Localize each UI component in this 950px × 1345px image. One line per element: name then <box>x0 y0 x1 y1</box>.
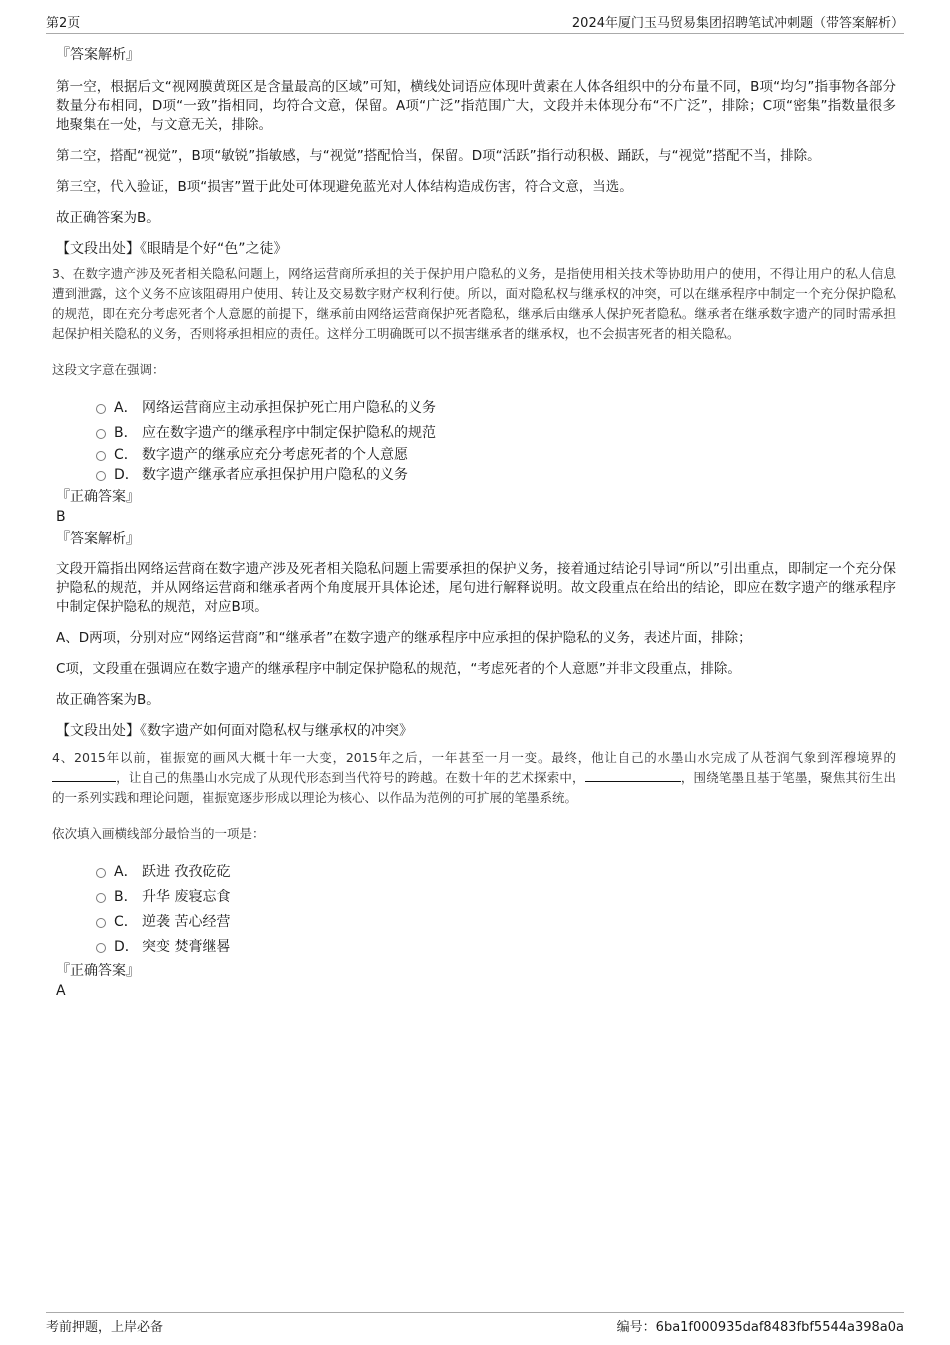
radio-button-icon[interactable] <box>96 918 106 928</box>
q3-analysis-title: 『答案解析』 <box>56 531 140 547</box>
footer-slogan: 考前押题，上岸必备 <box>46 1320 164 1335</box>
radio-button-icon[interactable] <box>96 429 106 439</box>
q3-option-a[interactable]: A． 网络运营商应主动承担保护死亡用户隐私的义务 <box>96 394 896 419</box>
page-footer <box>46 1312 904 1335</box>
q4-options <box>96 858 896 958</box>
q3-answer: B <box>56 509 66 525</box>
q3-option-c[interactable]: C． 数字遗产的继承应充分考虑死者的个人意愿 <box>96 444 896 464</box>
document-code: 编号：6ba1f000935daf8483fbf5544a398a0a <box>616 1320 904 1335</box>
q3-analysis-p2: A、D两项，分别对应“网络运营商”和“继承者”在数字遗产的继承程序中应承担的保护隐私的义务，表述片面，排除； <box>56 630 752 646</box>
q3-answer-title: 『正确答案』 <box>56 489 140 505</box>
page-number: 第2页 <box>46 16 81 31</box>
radio-button-icon[interactable] <box>96 404 106 414</box>
page-content <box>52 44 896 1000</box>
radio-button-icon[interactable] <box>96 471 106 481</box>
q4-option-a[interactable]: A． 跃进 孜孜矻矻 <box>96 858 896 883</box>
q2-analysis-p3: 第三空，代入验证，B项“损害”置于此处可体现避免蓝光对人体结构造成伤害，符合文意，当选。 <box>56 179 633 195</box>
q2-analysis-p2: 第二空，搭配“视觉”，B项“敏锐”指敏感，与“视觉”搭配恰当，保留。D项“活跃”指行动积极、踊跃，与“视觉”搭配不当，排除。 <box>56 148 821 164</box>
q3-analysis-p3: C项，文段重在强调应在数字遗产的继承程序中制定保护隐私的规范，“考虑死者的个人意愿”并非文段重点，排除。 <box>56 661 741 677</box>
q4-option-d[interactable]: D． 突变 焚膏继晷 <box>96 933 896 958</box>
q3-option-b[interactable]: B． 应在数字遗产的继承程序中制定保护隐私的规范 <box>96 419 896 444</box>
q3-prompt: 这段文字意在强调： <box>52 362 165 377</box>
q2-analysis-p4: 故正确答案为B。 <box>56 210 160 226</box>
radio-button-icon[interactable] <box>96 451 106 461</box>
q3-stem: 3、在数字遗产涉及死者相关隐私问题上，网络运营商所承担的关于保护用户隐私的义务，是指使用相关技术等协助用户的使用，不得让用户的私人信息遭到泄露，这个义务不应该阻碍用户使用、转让及交易数字财产权利行使。所以，面对隐私权与继承权的冲突，可以在继承程序中制定一个充分保护隐私的规范，即在充分考虑死者个人意愿的前提下，继承前由网络运营商保护死者隐私，继承后由继承人保护死者隐私。继承者在继承数字遗产的同时需承担起保护相关隐私的义务，否则将承担相应的责任。这样分工明确既可以不损害继承者的继承权，也不会损害死者的相关隐私。 <box>52 266 896 341</box>
radio-button-icon[interactable] <box>96 893 106 903</box>
q3-options <box>96 394 896 484</box>
q4-stem: 4、2015年以前，崔振宽的画风大概十年一大变，2015年之后，一年甚至一月一变。最终，他让自己的水墨山水完成了从苍润气象到浑穆境界的，让自己的焦墨山水完成了从现代形态到当代符号的跨越。在数十年的艺术探索中， ，围绕笔墨且基于笔墨，聚焦其衍生出的一系列实践和理论问题，崔振宽逐步形成以理论为核心、以作品为范例的可扩展的笔墨系统。 <box>52 750 896 805</box>
q4-option-c[interactable]: C． 逆袭 苦心经营 <box>96 908 896 933</box>
q4-answer-title: 『正确答案』 <box>56 963 140 979</box>
q2-source: 【文段出处】《眼睛是个好“色”之徒》 <box>56 241 288 257</box>
radio-button-icon[interactable] <box>96 868 106 878</box>
q2-analysis-p1: 第一空，根据后文“视网膜黄斑区是含量最高的区域”可知，横线处词语应体现叶黄素在人体各组织中的分布量不同，B项“均匀”指事物各部分数量分布相同，D项“一致”指相同，均符合文意，保留。A项“广泛”指范围广大，文段并未体现分布“不广泛”，排除；C项“密集”指数量很多地聚集在一处，与文意无关，排除。 <box>56 79 896 133</box>
fill-blank-1 <box>52 770 116 782</box>
q4-option-b[interactable]: B． 升华 废寝忘食 <box>96 883 896 908</box>
q3-analysis-p1: 文段开篇指出网络运营商在数字遗产涉及死者相关隐私问题上需要承担的保护义务，接着通过结论引导词“所以”引出重点，即制定一个充分保护隐私的规范，并从网络运营商和继承者两个角度展开具体论述，尾句进行解释说明。故文段重点在给出的结论，即应在数字遗产的继承程序中制定保护隐私的规范，对应B项。 <box>56 561 896 615</box>
q3-analysis-p4: 故正确答案为B。 <box>56 692 160 708</box>
q3-option-d[interactable]: D． 数字遗产继承者应承担保护用户隐私的义务 <box>96 464 896 484</box>
document-title: 2024年厦门玉马贸易集团招聘笔试冲刺题（带答案解析） <box>571 16 904 31</box>
q3-source: 【文段出处】《数字遗产如何面对隐私权与继承权的冲突》 <box>56 723 413 739</box>
radio-button-icon[interactable] <box>96 943 106 953</box>
fill-blank-2 <box>585 770 681 782</box>
q4-answer: A <box>56 983 66 999</box>
q4-prompt: 依次填入画横线部分最恰当的一项是： <box>52 826 265 841</box>
q2-analysis-title: 『答案解析』 <box>56 47 140 63</box>
page-header <box>46 14 904 34</box>
